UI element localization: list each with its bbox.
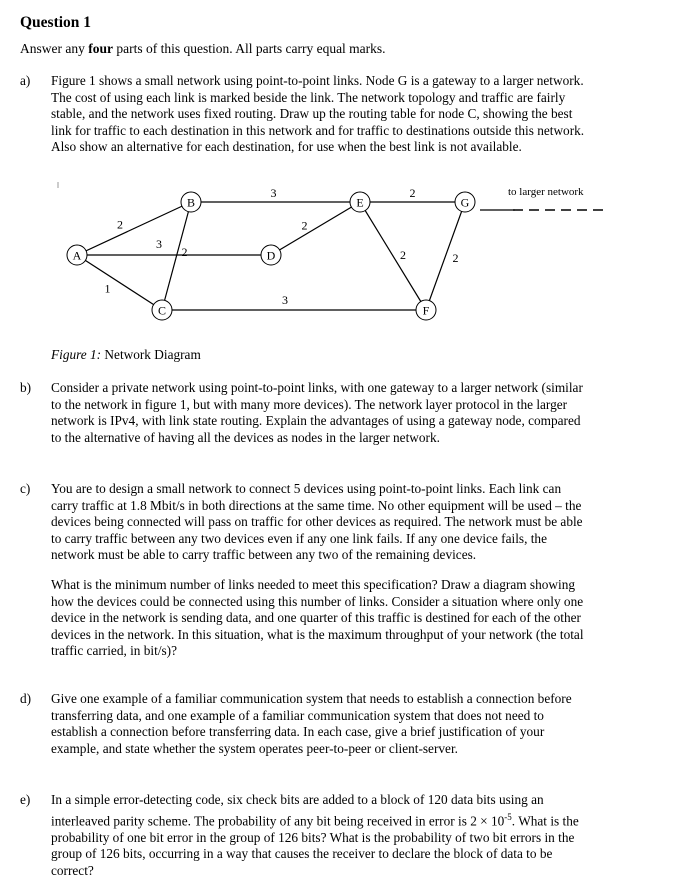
intro-prefix: Answer any [20, 41, 89, 56]
part-d-label: d) [20, 691, 32, 706]
link-cost-a-c: 1 [104, 281, 111, 296]
link-cost-a-d: 3 [156, 237, 162, 251]
link-a-c [77, 255, 162, 310]
part-c [20, 481, 660, 660]
link-d-e [271, 202, 360, 255]
part-a [20, 73, 660, 156]
node-label-g: G [460, 195, 470, 210]
part-e-exponent: -5 [504, 811, 512, 822]
node-label-e: E [356, 195, 364, 210]
part-c-label: c) [20, 481, 31, 496]
node-f [416, 300, 436, 320]
node-g [455, 192, 475, 212]
intro-bold: four [88, 41, 113, 56]
link-g-f [426, 202, 465, 310]
node-d [261, 245, 281, 265]
link-cost-d-e: 2 [301, 218, 308, 233]
external-label: to larger network [508, 186, 584, 198]
part-e [20, 792, 660, 879]
node-label-b: B [186, 195, 196, 210]
network-diagram [40, 180, 610, 340]
node-label-a: A [72, 248, 82, 263]
part-e-text [51, 792, 591, 879]
part-b [20, 380, 660, 446]
node-label-f: F [422, 303, 430, 318]
part-b-label: b) [20, 380, 32, 395]
part-b-text: Consider a private network using point-to-point links, with one gateway to a larger network (similar to the network in figure 1, but with many more devices). The network layer protocol in the larger network is IPv4, with link state routing. Explain the advantages of using a gateway node, compared to the alternative of having all the devices as nodes in the larger network. [51, 380, 583, 445]
figure-caption [51, 347, 201, 363]
part-e-label: e) [20, 792, 31, 807]
part-a-text: Figure 1 shows a small network using point-to-point links. Node G is a gateway to a larger network. The cost of using each link is marked beside the link. The network topology and traffic are fairly stable, and the network uses fixed routing. Draw up the routing table for node C, showing the best link for traffic to each destination in this network and for traffic to destinations outside this network. Also show an alternative for each destination, for use when the best link is not available. [51, 73, 585, 155]
node-b [181, 192, 201, 212]
link-cost-e-f: 2 [400, 248, 406, 262]
node-label-c: C [157, 303, 167, 318]
node-a [67, 245, 87, 265]
part-a-label: a) [20, 73, 31, 88]
node-e [350, 192, 370, 212]
link-cost-g-f: 2 [452, 251, 459, 265]
part-d [20, 691, 660, 757]
part-c-text-2: What is the minimum number of links needed to meet this specification? Draw a diagram showing how the devices could be connected using this number of links. Consider a situation where only one device in the network is sending data, and one quarter of this traffic is destined for each of the other devices in the network. In this situation, what is the maximum throughput of your network (the total traffic carried, in bit/s)? [51, 576, 584, 659]
question-title: Question 1 [20, 14, 92, 31]
link-cost-e-g: 2 [409, 186, 416, 200]
link-cost-c-f: 3 [282, 293, 288, 307]
link-cost-b-c: 2 [181, 245, 188, 259]
intro-suffix: parts of this question. All parts carry equal marks. [112, 41, 386, 56]
link-e-f [360, 202, 426, 310]
node-c [152, 300, 172, 320]
caption-text: Network Diagram [101, 347, 201, 362]
part-e-text-after: . What is the probability of one bit error in the group of 126 bits? What is the probability of two bit errors in the group of 126 bits, occurring in a way that causes the receiver to declare the block of data to be correct? [51, 813, 579, 878]
link-cost-b-e: 3 [270, 186, 277, 200]
question-instructions [20, 41, 386, 57]
caption-label: Figure 1: [51, 347, 102, 362]
part-d-text: Give one example of a familiar communication system that needs to establish a connection before transferring data, and one example of a familiar communication system that does not need to establish a connection before transferring data. In each case, give a brief justification of your example, and state whether the system operates peer-to-peer or client-server. [51, 691, 572, 756]
link-a-b [77, 202, 191, 255]
part-e-text-before: In a simple error-detecting code, six check bits are added to a block of 120 data bits using an interleaved parity scheme. The probability of any bit being received in error is 2 × 10 [51, 792, 544, 829]
link-cost-a-b: 2 [117, 217, 123, 232]
part-c-text-1: You are to design a small network to connect 5 devices using point-to-point links. Each link can carry traffic at 1.8 Mbit/s in both directions at the same time. No other equipment will be used – the devices being connected will pass on traffic for other devices as required. The network must be able to carry traffic between any two devices even if any one link fails. If any one device fails, the network must be able to carry traffic between any two of the remaining devices. [51, 481, 583, 563]
node-label-d: D [266, 248, 276, 263]
